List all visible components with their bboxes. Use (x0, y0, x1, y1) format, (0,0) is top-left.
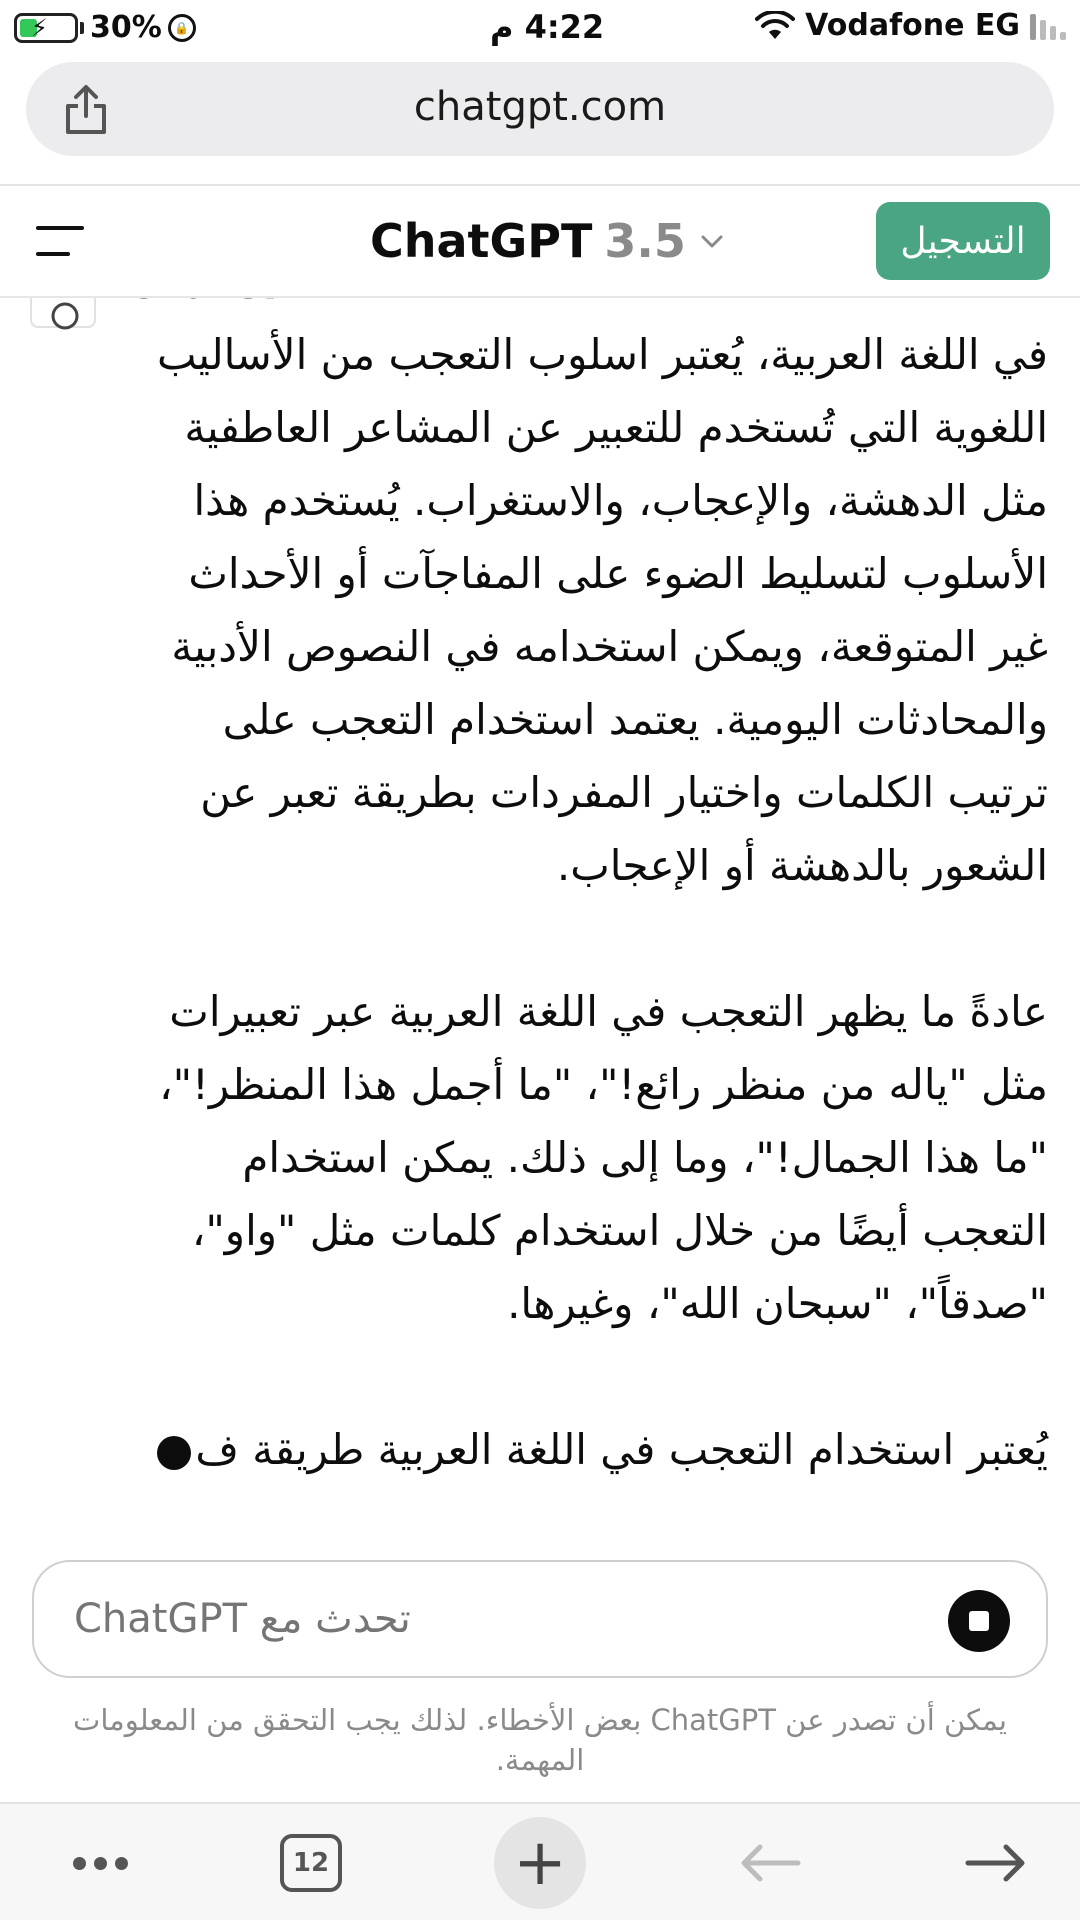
carrier-name: Vodafone EG (805, 8, 1020, 43)
model-version: 3.5 (604, 214, 686, 268)
plus-icon: + (494, 1817, 586, 1909)
typing-indicator (157, 1436, 191, 1470)
disclaimer: يمكن أن تصدر عن ChatGPT بعض الأخطاء. لذلك يجب التحقق من المعلومات المهمة. (73, 1703, 1007, 1777)
wifi-icon (755, 11, 795, 41)
address-bar[interactable] (26, 62, 1054, 156)
back-button[interactable] (730, 1804, 810, 1920)
app-header (0, 186, 1080, 298)
arrow-left-icon (738, 1843, 802, 1883)
status-time: 4:22 م (490, 8, 605, 46)
new-tab-button[interactable] (494, 1804, 586, 1920)
battery-percent: 30% (90, 10, 162, 45)
assistant-message (120, 318, 1048, 1486)
app-title: ChatGPT (370, 214, 593, 268)
url-text[interactable]: chatgpt.com (413, 84, 667, 130)
tabs-button[interactable] (278, 1804, 344, 1920)
stop-button[interactable] (948, 1590, 1010, 1652)
battery-icon: ⚡ (14, 13, 78, 43)
more-icon[interactable] (60, 1804, 140, 1920)
signal-icon (1030, 12, 1066, 40)
arrow-right-icon (964, 1843, 1028, 1883)
rotation-lock-icon: 🔒 (168, 14, 196, 42)
model-selector[interactable] (370, 214, 726, 268)
message-input[interactable] (74, 1596, 874, 1642)
message-composer[interactable] (32, 1560, 1048, 1678)
chevron-down-icon (698, 227, 726, 255)
browser-toolbar (0, 1802, 1080, 1920)
stop-icon (969, 1611, 989, 1631)
message-paragraph: في اللغة العربية، يُعتبر اسلوب التعجب من الأساليب اللغوية التي تُستخدم للتعبير عن المشاعر العاطفية مثل الدهشة، والإعجاب، والاستغراب. يُستخدم هذا الأسلوب لتسليط الضوء على المفاجآت أو الأحداث غير المتوقعة، ويمكن استخدامه في النصوص الأدبية والمحادثات اليومية. يعتمد استخدام التعجب على ترتيب الكلمات واختيار المفردات بطريقة تعبر عن الشعور بالدهشة أو الإعجاب. (156, 330, 1048, 890)
menu-icon[interactable] (36, 222, 88, 262)
signup-button[interactable]: التسجيل (876, 202, 1050, 280)
forward-button[interactable] (956, 1804, 1036, 1920)
message-paragraph: عادةً ما يظهر التعجب في اللغة العربية عبر تعبيرات مثل "ياله من منظر رائع!"، "ما أجمل هذا المنظر!"، "ما هذا الجمال!"، وما إلى ذلك. يمكن استخدام التعجب أيضًا من خلال استخدام كلمات مثل "واو"، "صدقاً"، "سبحان الله"، وغيرها. (159, 987, 1048, 1328)
status-bar (0, 0, 1080, 54)
tabs-count: 12 (280, 1834, 342, 1892)
message-paragraph: يُعتبر استخدام التعجب في اللغة العربية طريقة ف (120, 1413, 1048, 1486)
